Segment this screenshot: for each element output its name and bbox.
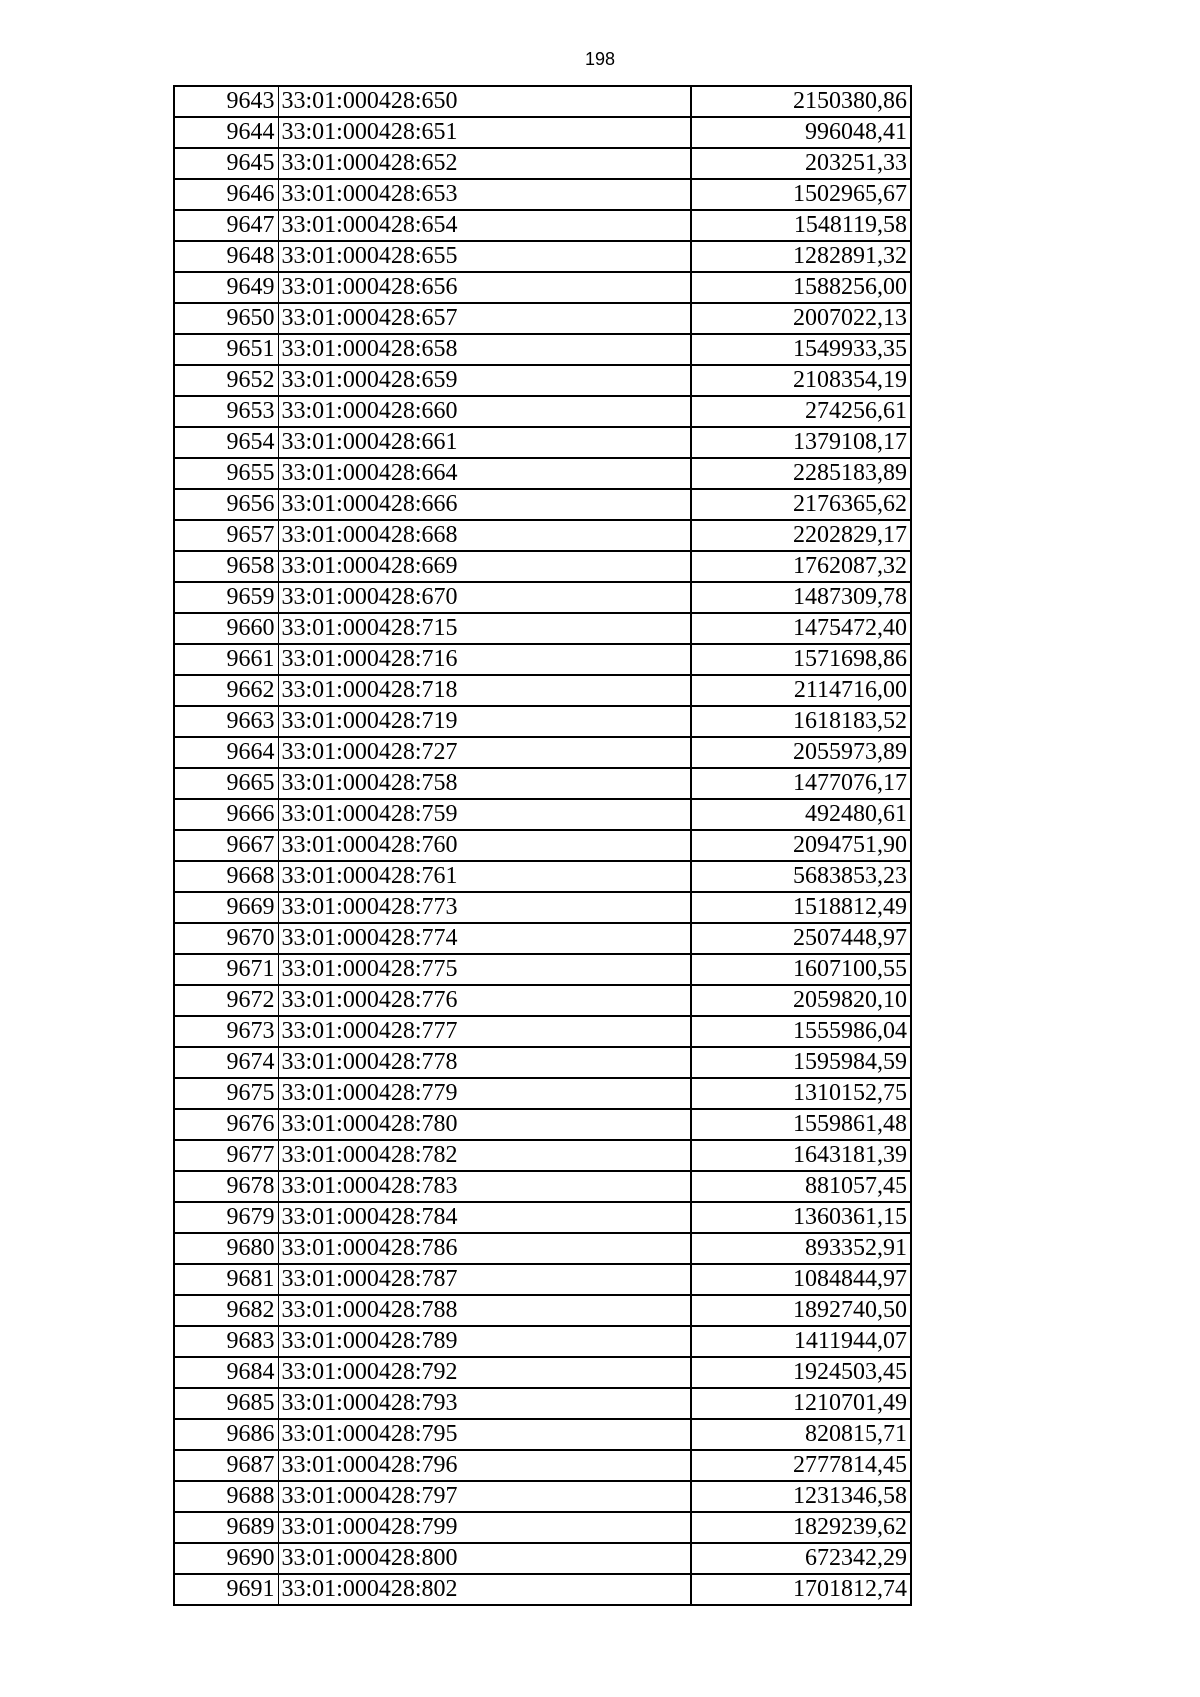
- row-number: 9660: [174, 613, 278, 644]
- cadastral-number: 33:01:000428:719: [278, 706, 691, 737]
- cadastral-number: 33:01:000428:782: [278, 1140, 691, 1171]
- cadastral-value: 1084844,97: [691, 1264, 911, 1295]
- table-row: [174, 1016, 911, 1047]
- row-number: 9690: [174, 1543, 278, 1574]
- row-number: 9670: [174, 923, 278, 954]
- table-row: [174, 737, 911, 768]
- cadastral-value: 1643181,39: [691, 1140, 911, 1171]
- table-row: [174, 1543, 911, 1574]
- cadastral-number: 33:01:000428:718: [278, 675, 691, 706]
- cadastral-number: 33:01:000428:664: [278, 458, 691, 489]
- cadastral-value: 1829239,62: [691, 1512, 911, 1543]
- cadastral-number: 33:01:000428:774: [278, 923, 691, 954]
- cadastral-number: 33:01:000428:796: [278, 1450, 691, 1481]
- cadastral-number: 33:01:000428:797: [278, 1481, 691, 1512]
- table-row: [174, 1481, 911, 1512]
- cadastral-number: 33:01:000428:759: [278, 799, 691, 830]
- table-row: [174, 861, 911, 892]
- cadastral-value: 1607100,55: [691, 954, 911, 985]
- table-row: [174, 117, 911, 148]
- cadastral-number: 33:01:000428:715: [278, 613, 691, 644]
- cadastral-value: 2150380,86: [691, 86, 911, 117]
- row-number: 9659: [174, 582, 278, 613]
- table-body: [174, 86, 911, 1605]
- row-number: 9678: [174, 1171, 278, 1202]
- cadastral-value: 1555986,04: [691, 1016, 911, 1047]
- row-number: 9658: [174, 551, 278, 582]
- row-number: 9689: [174, 1512, 278, 1543]
- row-number: 9664: [174, 737, 278, 768]
- cadastral-value: 1571698,86: [691, 644, 911, 675]
- cadastral-number: 33:01:000428:795: [278, 1419, 691, 1450]
- cadastral-number: 33:01:000428:773: [278, 892, 691, 923]
- cadastral-value: 2285183,89: [691, 458, 911, 489]
- row-number: 9661: [174, 644, 278, 675]
- cadastral-value: 203251,33: [691, 148, 911, 179]
- table-row: [174, 1419, 911, 1450]
- cadastral-value: 492480,61: [691, 799, 911, 830]
- cadastral-number: 33:01:000428:780: [278, 1109, 691, 1140]
- table-row: [174, 303, 911, 334]
- row-number: 9666: [174, 799, 278, 830]
- cadastral-number: 33:01:000428:777: [278, 1016, 691, 1047]
- row-number: 9652: [174, 365, 278, 396]
- cadastral-value: 2202829,17: [691, 520, 911, 551]
- cadastral-value: 1762087,32: [691, 551, 911, 582]
- cadastral-value: 1518812,49: [691, 892, 911, 923]
- cadastral-number: 33:01:000428:657: [278, 303, 691, 334]
- cadastral-number: 33:01:000428:787: [278, 1264, 691, 1295]
- cadastral-value: 2176365,62: [691, 489, 911, 520]
- row-number: 9644: [174, 117, 278, 148]
- cadastral-value: 1475472,40: [691, 613, 911, 644]
- row-number: 9677: [174, 1140, 278, 1171]
- cadastral-value: 1701812,74: [691, 1574, 911, 1605]
- row-number: 9655: [174, 458, 278, 489]
- table-row: [174, 644, 911, 675]
- cadastral-number: 33:01:000428:760: [278, 830, 691, 861]
- row-number: 9688: [174, 1481, 278, 1512]
- table-row: [174, 768, 911, 799]
- cadastral-number: 33:01:000428:786: [278, 1233, 691, 1264]
- cadastral-value: 2094751,90: [691, 830, 911, 861]
- table-row: [174, 179, 911, 210]
- table-row: [174, 613, 911, 644]
- row-number: 9683: [174, 1326, 278, 1357]
- cadastral-value: 1502965,67: [691, 179, 911, 210]
- cadastral-number: 33:01:000428:761: [278, 861, 691, 892]
- data-table: [173, 85, 912, 1606]
- table-row: [174, 1512, 911, 1543]
- table-row: [174, 1140, 911, 1171]
- row-number: 9679: [174, 1202, 278, 1233]
- table-row: [174, 985, 911, 1016]
- cadastral-value: 5683853,23: [691, 861, 911, 892]
- row-number: 9656: [174, 489, 278, 520]
- table-row: [174, 1326, 911, 1357]
- row-number: 9650: [174, 303, 278, 334]
- row-number: 9662: [174, 675, 278, 706]
- cadastral-number: 33:01:000428:655: [278, 241, 691, 272]
- table-row: [174, 551, 911, 582]
- row-number: 9667: [174, 830, 278, 861]
- page-number: 198: [584, 49, 616, 69]
- cadastral-number: 33:01:000428:669: [278, 551, 691, 582]
- cadastral-value: 274256,61: [691, 396, 911, 427]
- cadastral-number: 33:01:000428:654: [278, 210, 691, 241]
- table-row: [174, 799, 911, 830]
- cadastral-number: 33:01:000428:775: [278, 954, 691, 985]
- row-number: 9675: [174, 1078, 278, 1109]
- cadastral-value: 1477076,17: [691, 768, 911, 799]
- table-row: [174, 1078, 911, 1109]
- cadastral-value: 2055973,89: [691, 737, 911, 768]
- table-row: [174, 892, 911, 923]
- cadastral-value: 1549933,35: [691, 334, 911, 365]
- cadastral-value: 2114716,00: [691, 675, 911, 706]
- cadastral-value: 1487309,78: [691, 582, 911, 613]
- table-row: [174, 1171, 911, 1202]
- cadastral-number: 33:01:000428:652: [278, 148, 691, 179]
- table-row: [174, 86, 911, 117]
- cadastral-value: 1618183,52: [691, 706, 911, 737]
- row-number: 9682: [174, 1295, 278, 1326]
- cadastral-number: 33:01:000428:784: [278, 1202, 691, 1233]
- cadastral-number: 33:01:000428:800: [278, 1543, 691, 1574]
- table-row: [174, 1047, 911, 1078]
- table-row: [174, 954, 911, 985]
- row-number: 9648: [174, 241, 278, 272]
- cadastral-number: 33:01:000428:716: [278, 644, 691, 675]
- row-number: 9676: [174, 1109, 278, 1140]
- cadastral-number: 33:01:000428:650: [278, 86, 691, 117]
- row-number: 9685: [174, 1388, 278, 1419]
- cadastral-number: 33:01:000428:670: [278, 582, 691, 613]
- row-number: 9672: [174, 985, 278, 1016]
- table-row: [174, 272, 911, 303]
- table-row: [174, 1109, 911, 1140]
- cadastral-number: 33:01:000428:793: [278, 1388, 691, 1419]
- cadastral-value: 881057,45: [691, 1171, 911, 1202]
- cadastral-number: 33:01:000428:658: [278, 334, 691, 365]
- table-row: [174, 1233, 911, 1264]
- cadastral-number: 33:01:000428:788: [278, 1295, 691, 1326]
- cadastral-value: 2108354,19: [691, 365, 911, 396]
- row-number: 9649: [174, 272, 278, 303]
- table-row: [174, 520, 911, 551]
- cadastral-number: 33:01:000428:758: [278, 768, 691, 799]
- table-row: [174, 706, 911, 737]
- cadastral-number: 33:01:000428:789: [278, 1326, 691, 1357]
- cadastral-value: 820815,71: [691, 1419, 911, 1450]
- table-row: [174, 458, 911, 489]
- table-row: [174, 148, 911, 179]
- row-number: 9646: [174, 179, 278, 210]
- cadastral-number: 33:01:000428:778: [278, 1047, 691, 1078]
- cadastral-number: 33:01:000428:660: [278, 396, 691, 427]
- table-row: [174, 923, 911, 954]
- cadastral-number: 33:01:000428:651: [278, 117, 691, 148]
- cadastral-number: 33:01:000428:668: [278, 520, 691, 551]
- table-row: [174, 582, 911, 613]
- row-number: 9653: [174, 396, 278, 427]
- row-number: 9665: [174, 768, 278, 799]
- cadastral-number: 33:01:000428:779: [278, 1078, 691, 1109]
- cadastral-value: 1411944,07: [691, 1326, 911, 1357]
- row-number: 9674: [174, 1047, 278, 1078]
- table-row: [174, 1295, 911, 1326]
- row-number: 9673: [174, 1016, 278, 1047]
- row-number: 9663: [174, 706, 278, 737]
- cadastral-value: 1595984,59: [691, 1047, 911, 1078]
- cadastral-number: 33:01:000428:653: [278, 179, 691, 210]
- table-row: [174, 210, 911, 241]
- cadastral-number: 33:01:000428:776: [278, 985, 691, 1016]
- table-row: [174, 365, 911, 396]
- cadastral-number: 33:01:000428:783: [278, 1171, 691, 1202]
- cadastral-value: 2059820,10: [691, 985, 911, 1016]
- table-row: [174, 1264, 911, 1295]
- table-row: [174, 1357, 911, 1388]
- table-row: [174, 1388, 911, 1419]
- cadastral-number: 33:01:000428:792: [278, 1357, 691, 1388]
- cadastral-value: 1210701,49: [691, 1388, 911, 1419]
- cadastral-value: 2007022,13: [691, 303, 911, 334]
- cadastral-number: 33:01:000428:799: [278, 1512, 691, 1543]
- cadastral-value: 1892740,50: [691, 1295, 911, 1326]
- cadastral-number: 33:01:000428:727: [278, 737, 691, 768]
- row-number: 9643: [174, 86, 278, 117]
- cadastral-value: 1924503,45: [691, 1357, 911, 1388]
- row-number: 9687: [174, 1450, 278, 1481]
- cadastral-value: 1559861,48: [691, 1109, 911, 1140]
- cadastral-value: 1310152,75: [691, 1078, 911, 1109]
- row-number: 9651: [174, 334, 278, 365]
- cadastral-number: 33:01:000428:661: [278, 427, 691, 458]
- table-row: [174, 241, 911, 272]
- cadastral-value: 2507448,97: [691, 923, 911, 954]
- cadastral-value: 1231346,58: [691, 1481, 911, 1512]
- row-number: 9645: [174, 148, 278, 179]
- cadastral-value: 2777814,45: [691, 1450, 911, 1481]
- row-number: 9691: [174, 1574, 278, 1605]
- table-row: [174, 396, 911, 427]
- row-number: 9657: [174, 520, 278, 551]
- cadastral-number: 33:01:000428:802: [278, 1574, 691, 1605]
- cadastral-number: 33:01:000428:666: [278, 489, 691, 520]
- table-row: [174, 427, 911, 458]
- cadastral-value: 996048,41: [691, 117, 911, 148]
- row-number: 9654: [174, 427, 278, 458]
- cadastral-number: 33:01:000428:659: [278, 365, 691, 396]
- table-row: [174, 1574, 911, 1605]
- table-row: [174, 334, 911, 365]
- cadastral-value: 1282891,32: [691, 241, 911, 272]
- row-number: 9686: [174, 1419, 278, 1450]
- cadastral-value: 1360361,15: [691, 1202, 911, 1233]
- row-number: 9681: [174, 1264, 278, 1295]
- table-row: [174, 675, 911, 706]
- row-number: 9684: [174, 1357, 278, 1388]
- cadastral-value: 893352,91: [691, 1233, 911, 1264]
- cadastral-value: 672342,29: [691, 1543, 911, 1574]
- row-number: 9671: [174, 954, 278, 985]
- row-number: 9680: [174, 1233, 278, 1264]
- table-row: [174, 489, 911, 520]
- cadastral-number: 33:01:000428:656: [278, 272, 691, 303]
- cadastral-value: 1548119,58: [691, 210, 911, 241]
- cadastral-value: 1379108,17: [691, 427, 911, 458]
- row-number: 9669: [174, 892, 278, 923]
- table-row: [174, 830, 911, 861]
- table-row: [174, 1202, 911, 1233]
- cadastral-value: 1588256,00: [691, 272, 911, 303]
- table-row: [174, 1450, 911, 1481]
- row-number: 9668: [174, 861, 278, 892]
- row-number: 9647: [174, 210, 278, 241]
